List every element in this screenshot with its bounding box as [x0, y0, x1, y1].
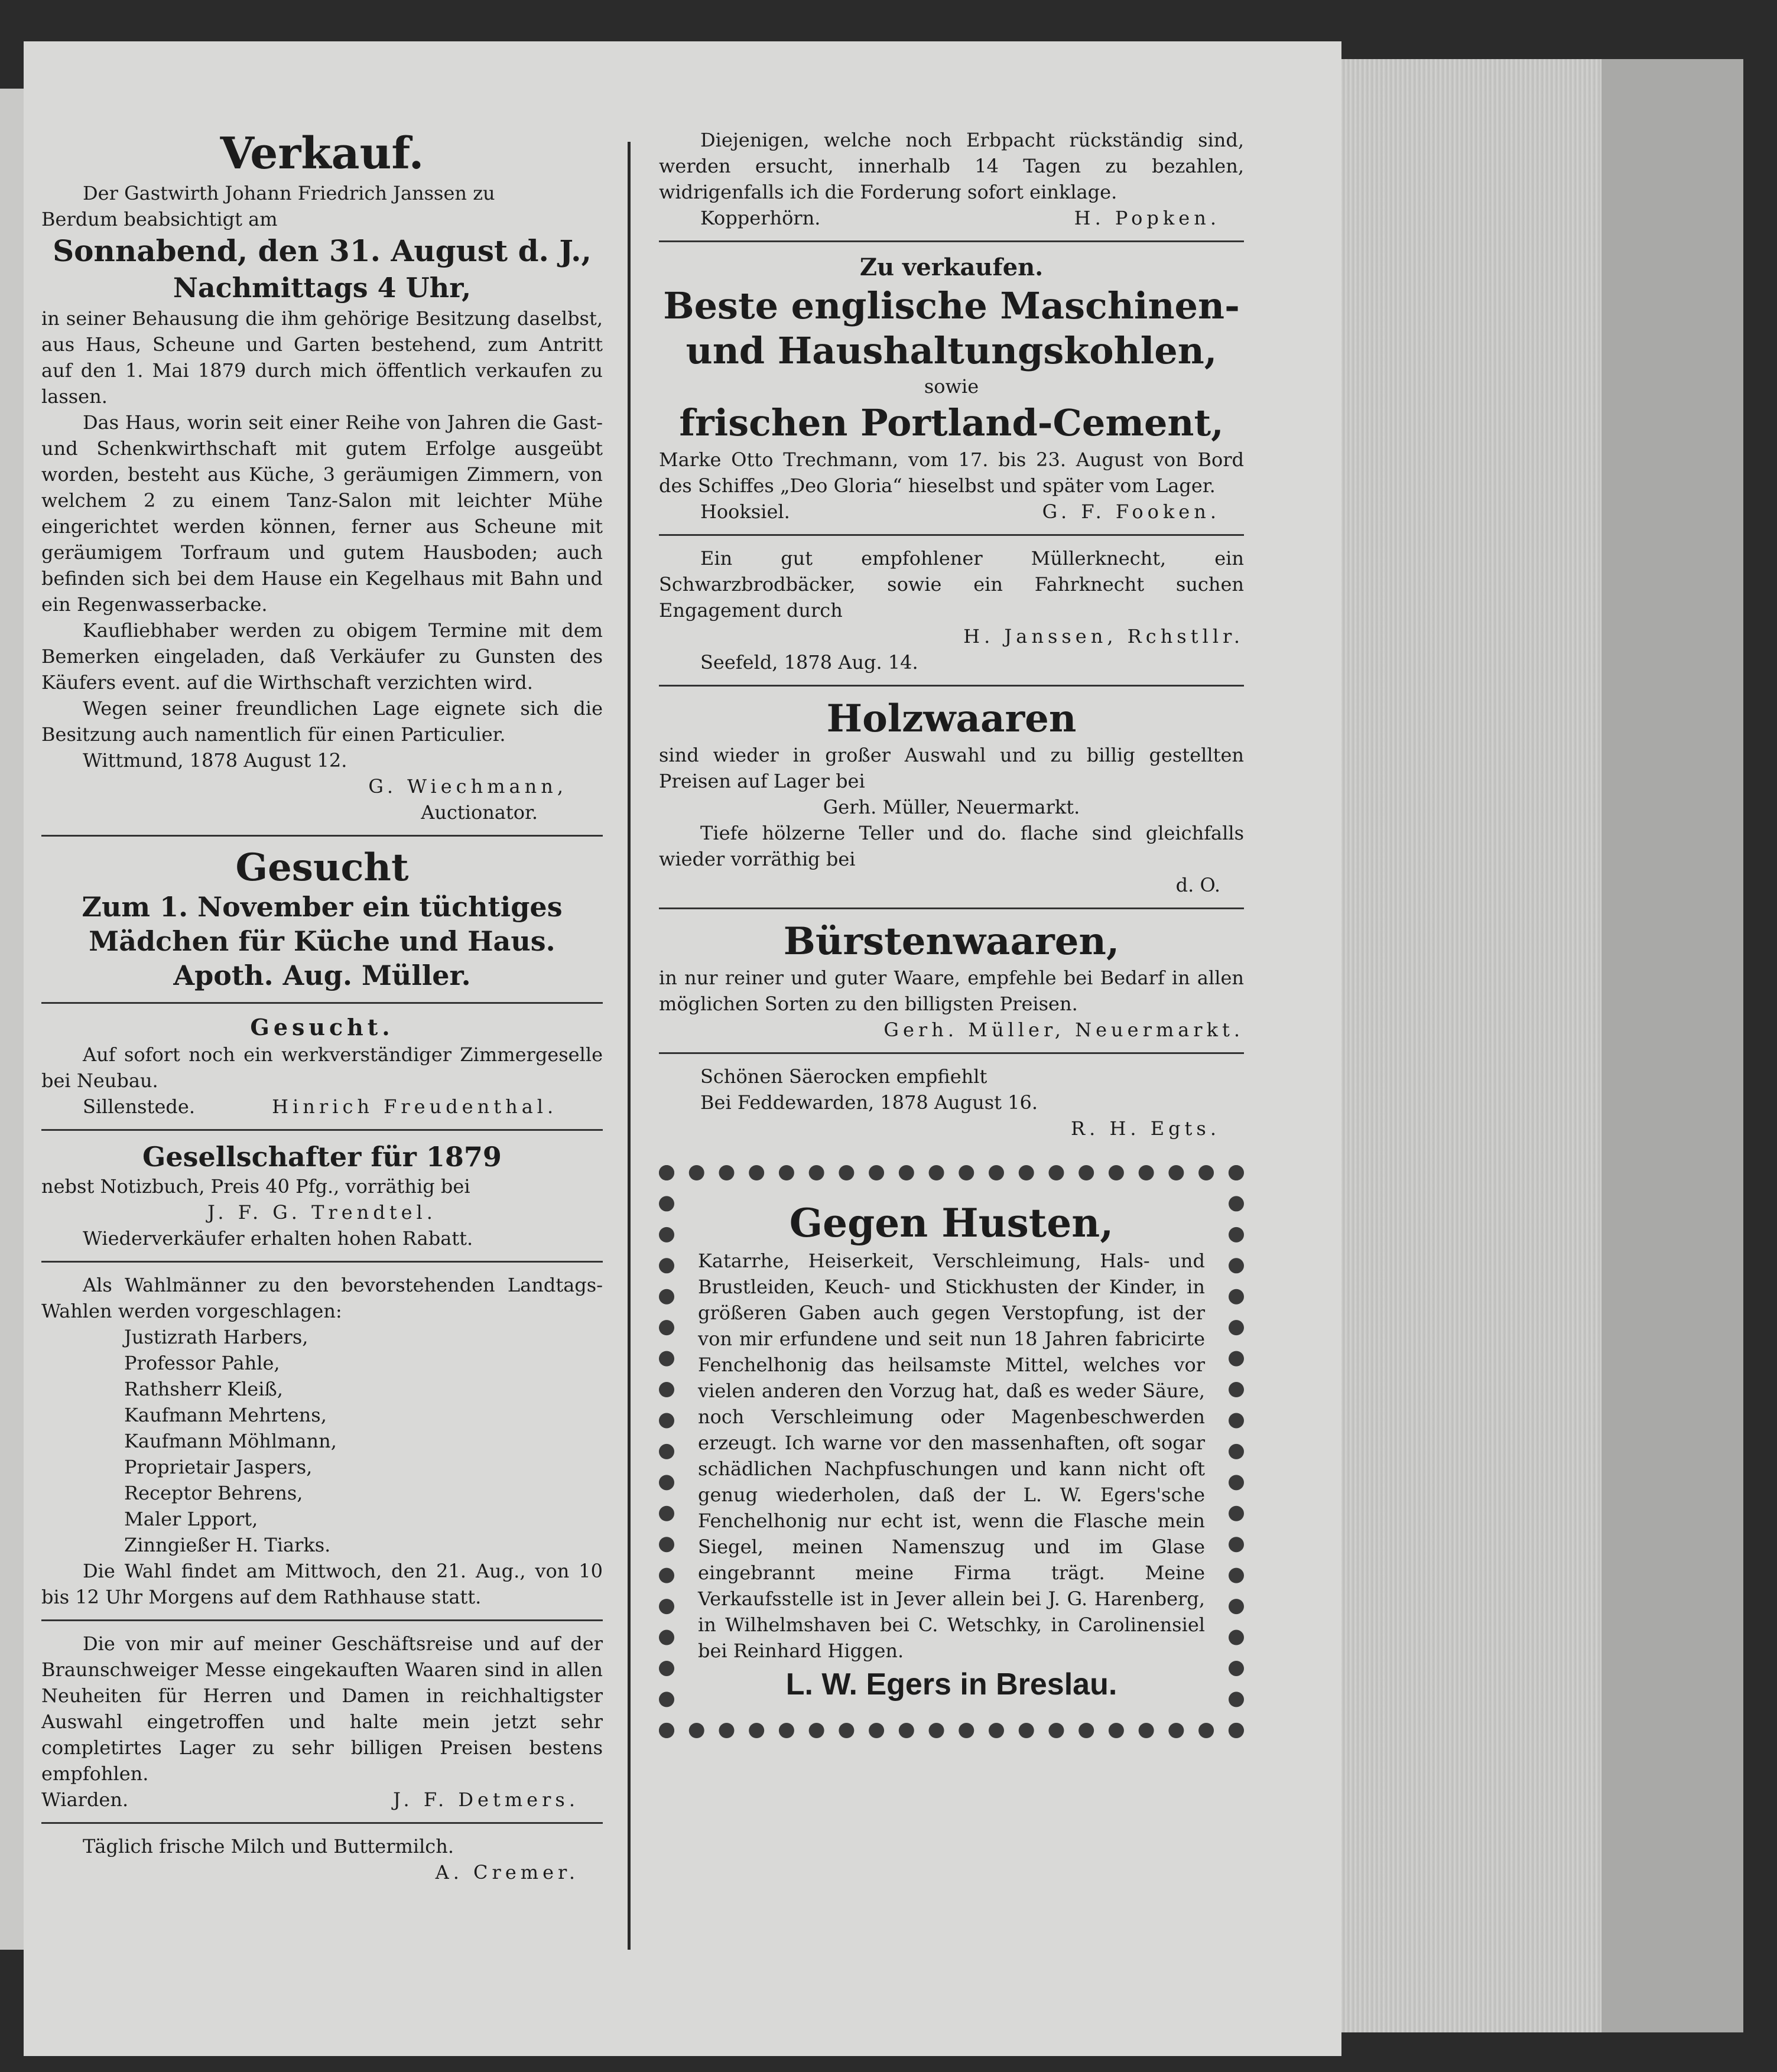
- separator: [41, 1822, 603, 1824]
- kohlen-kicker: Zu verkaufen.: [859, 253, 1044, 281]
- gesucht-2-place: [41, 1094, 603, 1120]
- kohlen-sowie: sowie: [924, 375, 979, 398]
- gesucht-2-place-text: Sillenstede.: [83, 1095, 195, 1118]
- wahl-intro: Als Wahlmänner zu den bevorstehenden Landtags-Wahlen werden vorgeschlagen:: [41, 1274, 603, 1322]
- book-cover-edge: [1601, 59, 1743, 2032]
- wahl-name: Professor Pahle,: [124, 1352, 280, 1374]
- separator: [659, 1052, 1244, 1054]
- ad-popken: [659, 127, 1244, 231]
- ad-gesellschafter: [41, 1140, 603, 1251]
- separator: [41, 1002, 603, 1004]
- wahl-outro: Die Wahl findet am Mittwoch, den 21. Aug., von 10 bis 12 Uhr Morgens auf dem Rathhause statt.: [41, 1560, 603, 1608]
- gesucht-line-1: Zum 1. November ein tüchtiges: [82, 891, 563, 923]
- holzwaaren-signer: Gerh. Müller, Neuermarkt.: [823, 796, 1080, 818]
- ad-buerstenwaaren: [659, 919, 1244, 1043]
- gesellschafter-signer: J. F. G. Trendtel.: [207, 1201, 437, 1224]
- verkauf-body-1: in seiner Behausung die ihm gehörige Besitzung daselbst, aus Haus, Scheune und Garten bestehend, zum Antritt auf den 1. Mai 1879 durch mich öffentlich verkaufen zu lassen.: [41, 307, 603, 408]
- wahl-name: Proprietair Jaspers,: [124, 1456, 313, 1478]
- gesucht-2-title: Gesucht.: [250, 1014, 394, 1040]
- saerocken-body: Schönen Säerocken empfiehlt: [700, 1065, 987, 1088]
- holzwaaren-body: sind wieder in großer Auswahl und zu billig gestellten Preisen auf Lager bei: [659, 744, 1244, 792]
- verkauf-intro-2: Berdum beabsichtigt am: [41, 208, 278, 230]
- buerstenwaaren-body: in nur reiner und guter Waare, empfehle bei Bedarf in allen möglichen Sorten zu den billigsten Preisen.: [659, 967, 1244, 1015]
- buerstenwaaren-signer: Gerh. Müller, Neuermarkt.: [883, 1019, 1244, 1041]
- separator: [41, 1261, 603, 1263]
- kohlen-signer: G. F. Fooken.: [1042, 500, 1220, 523]
- ad-cremer: [41, 1833, 603, 1885]
- gesellschafter-note: Wiederverkäufer erhalten hohen Rabatt.: [83, 1227, 473, 1250]
- muellerknecht-agent: H. Janssen, Rchstllr.: [963, 625, 1244, 648]
- kohlen-body: Marke Otto Trechmann, vom 17. bis 23. August von Bord des Schiffes „Deo Gloria“ hieselbst und später vom Lager.: [659, 448, 1244, 497]
- separator: [41, 1619, 603, 1621]
- wahl-name: Maler Lpport,: [124, 1508, 258, 1530]
- wahl-name: Rathsherr Kleiß,: [124, 1378, 283, 1400]
- kohlen-headline-3: frischen Portland-Cement,: [679, 401, 1224, 444]
- separator: [659, 534, 1244, 536]
- verkauf-signer: G. Wiechmann,: [368, 775, 567, 798]
- saerocken-place-date: Bei Feddewarden, 1878 August 16.: [700, 1091, 1038, 1114]
- gesellschafter-title: Gesellschafter für 1879: [142, 1141, 502, 1173]
- detmers-body: Die von mir auf meiner Geschäftsreise und auf der Braunschweiger Messe eingekauften Waaren sind in allen Neuheiten für Herren und Damen in reichhaltigster Auswahl eingetroffen und halte mein jetzt sehr completirtes Lager zu sehr billigen Preisen bestens empfohlen.: [41, 1632, 603, 1785]
- kohlen-headline-2: und Haushaltungskohlen,: [686, 329, 1217, 372]
- ad-muellerknecht: [659, 545, 1244, 675]
- verkauf-title: Verkauf.: [220, 128, 424, 179]
- wahl-name-list: [41, 1324, 603, 1558]
- separator: [659, 907, 1244, 909]
- kohlen-place-text: Hooksiel.: [700, 500, 790, 523]
- separator: [659, 240, 1244, 242]
- detmers-signer: J. F. Detmers.: [393, 1788, 579, 1811]
- buerstenwaaren-title: Bürstenwaaren,: [783, 919, 1120, 964]
- verkauf-date: Sonnabend, den 31. August d. J.,: [53, 233, 592, 268]
- ad-gesucht-zimmergeselle: [41, 1013, 603, 1120]
- saerocken-signer: R. H. Egts.: [1071, 1117, 1220, 1140]
- holzwaaren-body-2: Tiefe hölzerne Teller und do. flache sind gleichfalls wieder vorräthig bei: [659, 822, 1244, 870]
- book-page-edges: [1341, 59, 1601, 2032]
- husten-title: Gegen Husten,: [789, 1200, 1114, 1246]
- popken-signer: H. Popken.: [1074, 207, 1220, 229]
- wahl-name: Receptor Behrens,: [124, 1482, 303, 1504]
- ad-gesucht-maedchen: [41, 846, 603, 993]
- verkauf-body-2: Das Haus, worin seit einer Reihe von Jahren die Gast- und Schenkwirthschaft mit gutem Erfolge ausgeübt worden, besteht aus Küche, 3 geräumigen Zimmern, von welchem 2 zu einem Tanz-Salon mit leichter Mühe eingerichtet werden können, ferner aus Scheune mit geräumigem Torfraum und gutem Hausboden; auch befinden sich bei dem Hause ein Kegelhaus mit Bahn und ein Regenwasserbacke.: [41, 411, 603, 616]
- kohlen-place: [659, 499, 1244, 525]
- gesellschafter-body: nebst Notizbuch, Preis 40 Pfg., vorräthig bei: [41, 1175, 470, 1198]
- separator: [41, 1129, 603, 1131]
- ad-saerocken: [659, 1063, 1244, 1141]
- previous-page-edge: [0, 89, 24, 1950]
- verkauf-signer-title: Auctionator.: [421, 801, 538, 824]
- separator: [41, 835, 603, 837]
- holzwaaren-title: Holzwaaren: [826, 697, 1077, 741]
- holzwaaren-signer-2: d. O.: [1175, 874, 1220, 896]
- muellerknecht-body: Ein gut empfohlener Müllerknecht, ein Schwarzbrodbäcker, sowie ein Fahrknecht suchen Engagement durch: [659, 547, 1244, 622]
- gesucht-signer: Apoth. Aug. Müller.: [173, 959, 471, 991]
- gesucht-title: Gesucht: [235, 845, 409, 890]
- popken-place-text: Kopperhörn.: [700, 207, 821, 229]
- wahl-name: Zinngießer H. Tiarks.: [124, 1534, 331, 1556]
- kohlen-headline-1: Beste englische Maschinen-: [663, 284, 1240, 327]
- popken-place: [659, 205, 1244, 231]
- gesucht-2-body: Auf sofort noch ein werkverständiger Zimmergeselle bei Neubau.: [41, 1043, 603, 1092]
- cremer-signer: A. Cremer.: [435, 1861, 579, 1884]
- verkauf-intro-1: Der Gastwirth Johann Friedrich Janssen zu: [83, 182, 495, 204]
- column-divider: [628, 142, 631, 1950]
- detmers-place-text: Wiarden.: [41, 1788, 129, 1811]
- popken-body: Diejenigen, welche noch Erbpacht rückständig sind, werden ersucht, innerhalb 14 Tagen zu bezahlen, widrigenfalls ich die Forderung sofort einklage.: [659, 129, 1244, 203]
- wahl-name: Justizrath Harbers,: [124, 1326, 308, 1348]
- wahl-name: Kaufmann Möhlmann,: [124, 1430, 337, 1452]
- gesucht-line-2: Mädchen für Küche und Haus.: [89, 925, 555, 957]
- verkauf-body-4: Wegen seiner freundlichen Lage eignete sich die Besitzung auch namentlich für einen Particulier.: [41, 697, 603, 746]
- separator: [659, 685, 1244, 687]
- gesucht-2-signer: Hinrich Freudenthal.: [272, 1095, 558, 1118]
- muellerknecht-place-date: Seefeld, 1878 Aug. 14.: [700, 651, 918, 674]
- verkauf-time: Nachmittags 4 Uhr,: [173, 272, 472, 304]
- left-column: [41, 127, 603, 1885]
- ad-holzwaaren: [659, 696, 1244, 898]
- husten-body: Katarrhe, Heiserkeit, Verschleimung, Hals- und Brustleiden, Keuch- und Stickhusten der Kinder, in größeren Gaben auch gegen Verstopfung, ist der von mir erfundene und seit nun 18 Jahren fabricirte Fenchelhonig das heilsamste Mittel, welches vor vielen anderen den Vorzug hat, daß es weder Säure, noch Verschleimung oder Magenbeschwerden erzeugt. Ich warne vor den massenhaften, oft sogar schädlichen Nachpfuschungen und kann nicht oft genug wiederholen, daß der L. W. Egers'sche Fenchelhonig nur echt ist, wenn die Flasche mein Siegel, meinen Namenszug und im Glase eingebrannt meine Firma trägt. Meine Verkaufsstelle ist in Jever allein bei J. G. Harenberg, in Wilhelmshaven bei C. Wetschky, in Carolinensiel bei Reinhard Higgen.: [698, 1250, 1205, 1662]
- ad-wahlmaenner: [41, 1272, 603, 1610]
- wahl-name: Kaufmann Mehrtens,: [124, 1404, 327, 1426]
- verkauf-place-date: Wittmund, 1878 August 12.: [83, 749, 347, 772]
- ad-detmers: [41, 1631, 603, 1813]
- ad-husten-framed: [659, 1165, 1244, 1738]
- ad-verkauf: [41, 127, 603, 825]
- husten-signer: L. W. Egers in Breslau.: [785, 1667, 1117, 1702]
- ad-kohlen: [659, 252, 1244, 525]
- cremer-body: Täglich frische Milch und Buttermilch.: [83, 1835, 454, 1858]
- right-column: [659, 127, 1244, 1738]
- detmers-place: [41, 1787, 603, 1813]
- verkauf-body-3: Kaufliebhaber werden zu obigem Termine mit dem Bemerken eingeladen, daß Verkäufer zu Gunsten des Käufers event. auf die Wirthschaft verzichten wird.: [41, 619, 603, 694]
